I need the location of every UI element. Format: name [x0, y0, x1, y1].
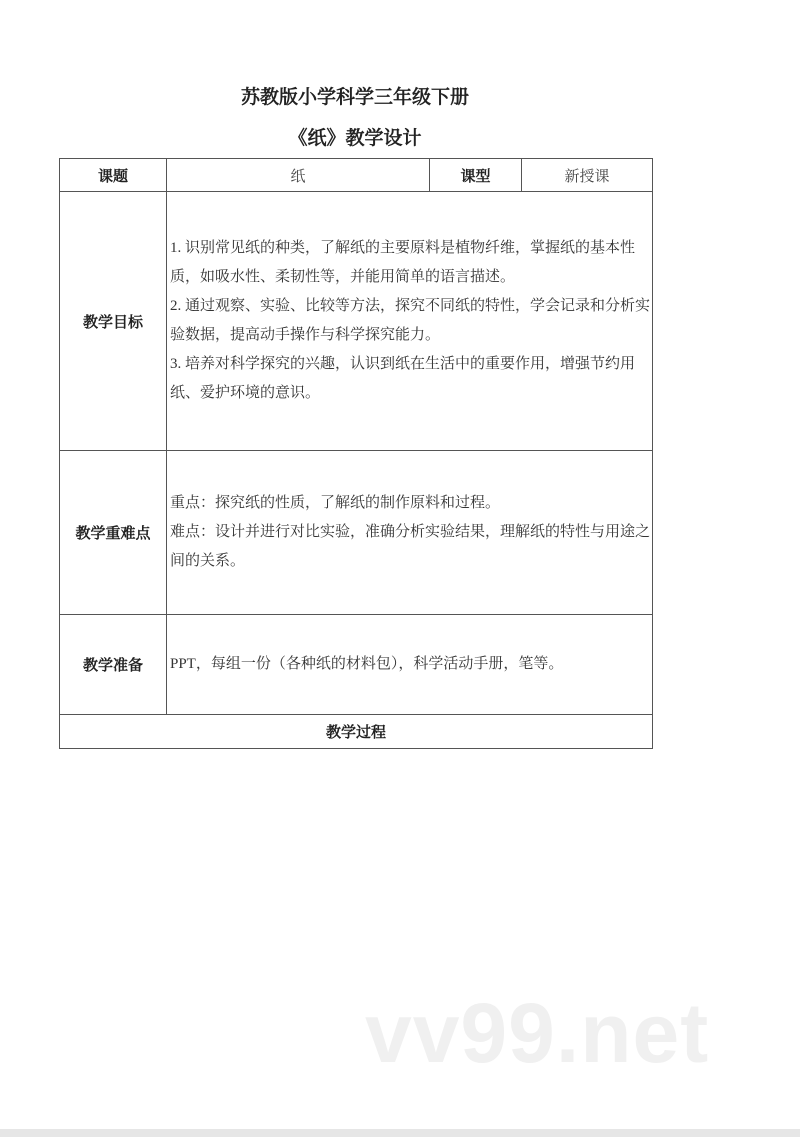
key-point: 重点：探究纸的性质，了解纸的制作原料和过程。 [170, 495, 501, 511]
goal-item: 1. 识别常见纸的种类，了解纸的主要原料是植物纤维，掌握纸的基本性质，如吸水性、柔韧性等，并能用简单的语言描述。 [170, 240, 636, 285]
table-row [60, 192, 653, 451]
topic-value: 纸 [167, 159, 430, 192]
prep-label: 教学准备 [60, 615, 167, 715]
prep-value: PPT，每组一份（各种纸的材料包），科学活动手册，笔等。 [167, 615, 653, 715]
topic-label: 课题 [60, 159, 167, 192]
goals-label: 教学目标 [60, 192, 167, 451]
lesson-plan-table [59, 158, 653, 749]
type-value: 新授课 [522, 159, 653, 192]
process-label: 教学过程 [60, 715, 653, 749]
goal-item: 3. 培养对科学探究的兴趣，认识到纸在生活中的重要作用，增强节约用纸、爱护环境的意识。 [170, 356, 636, 401]
goals-cell [167, 192, 653, 451]
key-points-label: 教学重难点 [60, 451, 167, 615]
page-bottom-edge [0, 1129, 800, 1137]
type-label: 课型 [430, 159, 522, 192]
watermark: vv99.net [365, 986, 710, 1080]
document-title: 苏教版小学科学三年级下册 [240, 87, 469, 108]
document-subtitle: 《纸》教学设计 [288, 128, 422, 149]
table-row [60, 159, 653, 192]
goal-item: 2. 通过观察、实验、比较等方法，探究不同纸的特性，学会记录和分析实验数据，提高动手操作与科学探究能力。 [170, 298, 651, 343]
table-row [60, 715, 653, 749]
difficult-point: 难点：设计并进行对比实验，准确分析实验结果，理解纸的特性与用途之间的关系。 [170, 524, 651, 569]
key-points-cell [167, 451, 653, 615]
table-row [60, 615, 653, 715]
table-row [60, 451, 653, 615]
